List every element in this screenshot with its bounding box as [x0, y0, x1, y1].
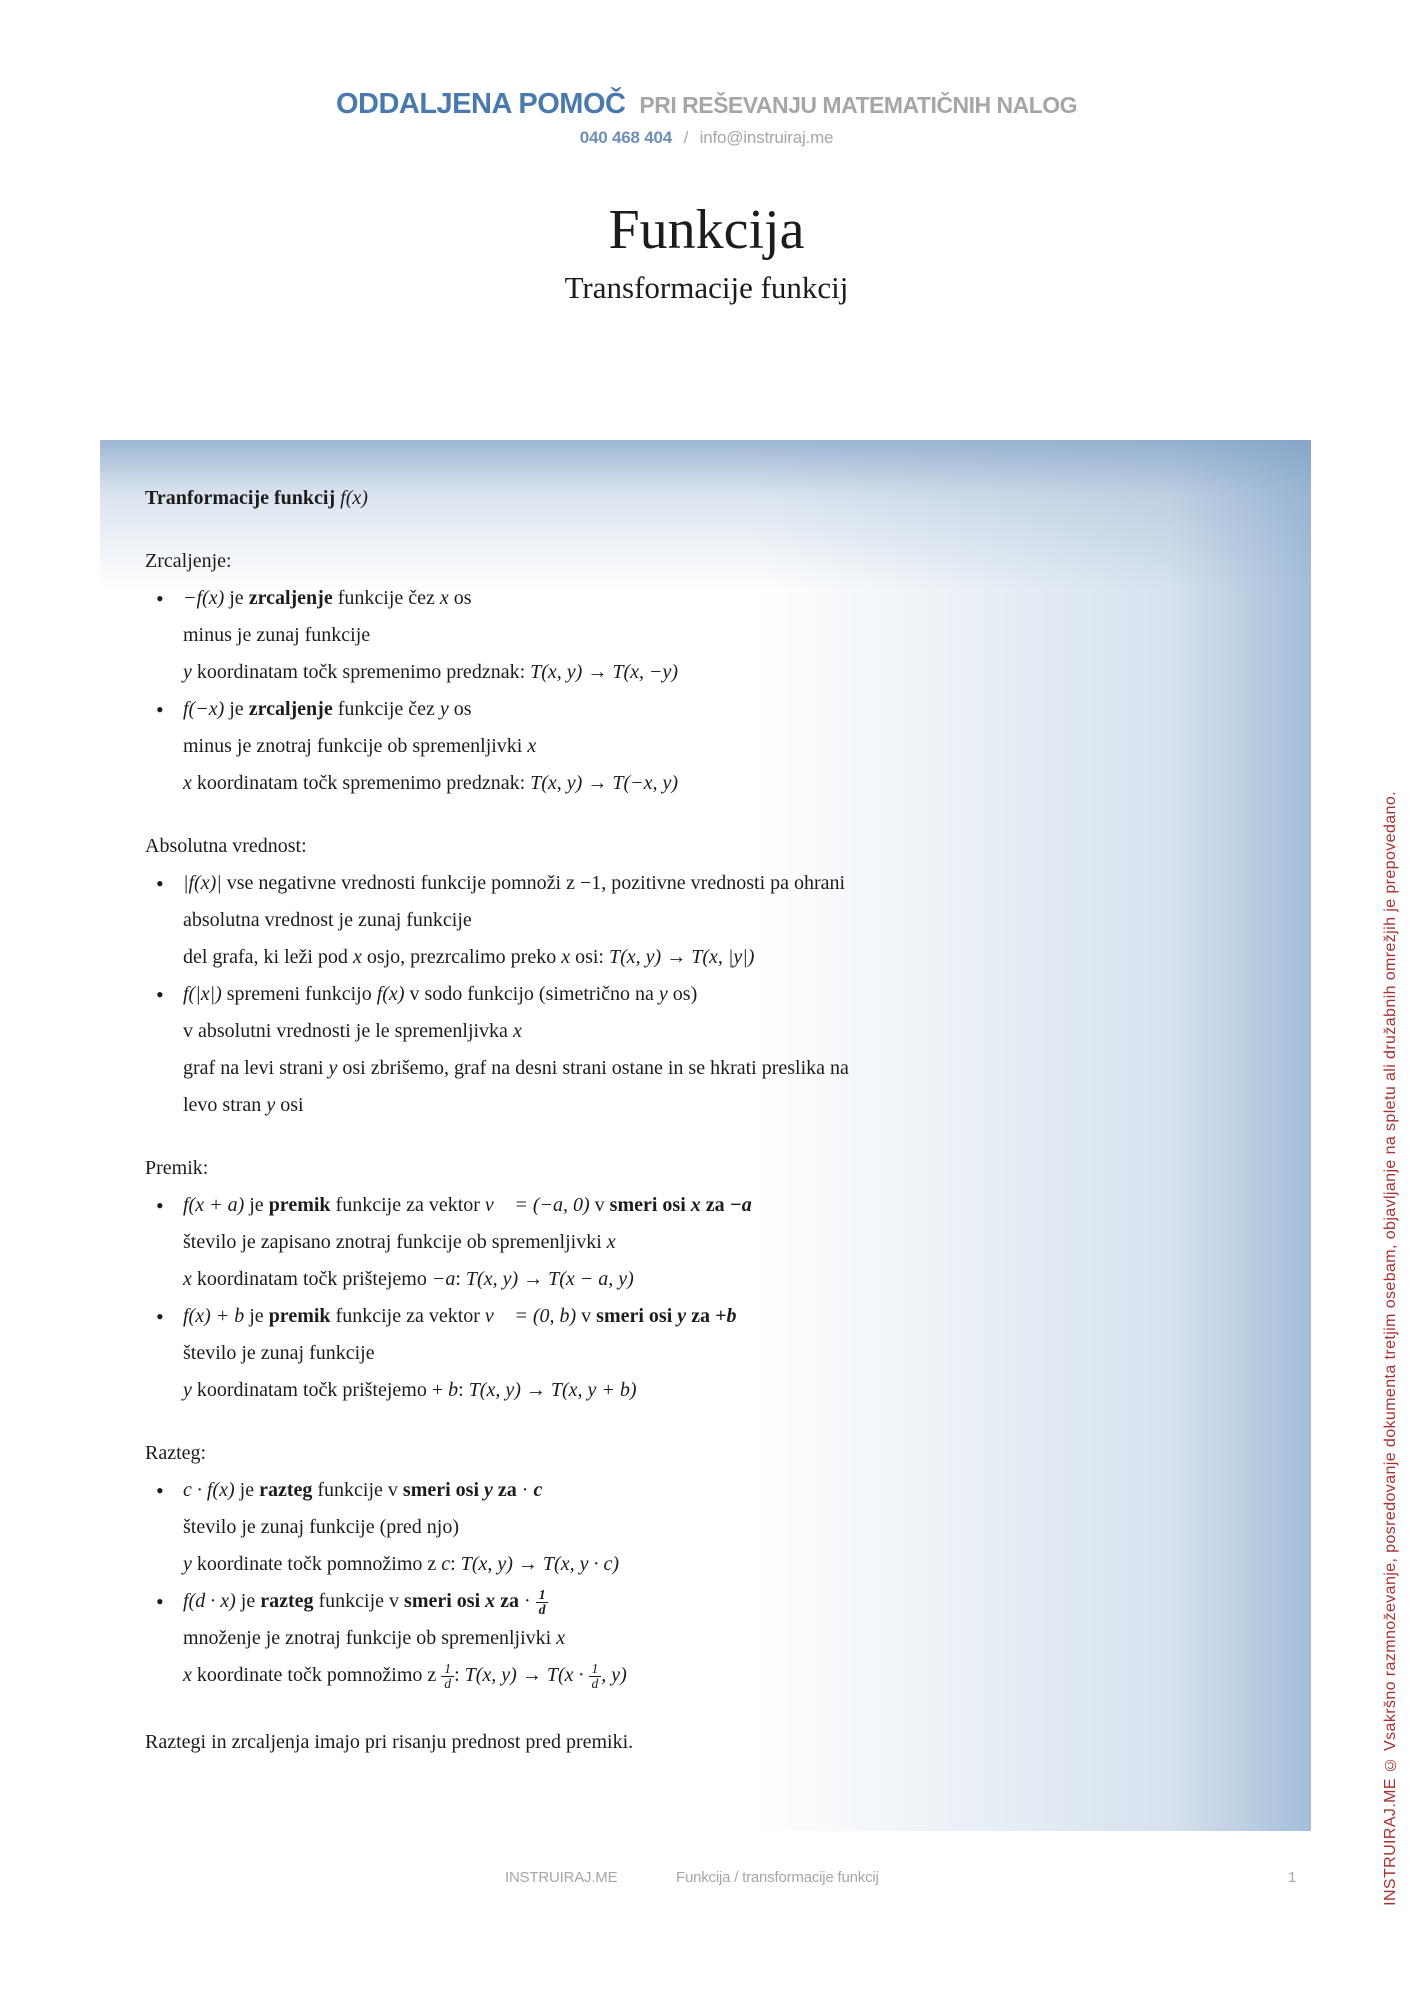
text-run: x [485, 1590, 496, 1612]
text-run: je [244, 1305, 269, 1327]
text-run: minus je zunaj funkcije [183, 624, 371, 646]
closing-note: Raztegi in zrcaljenja imajo pri risanju prednost pred premiki. [145, 1731, 634, 1753]
text-run: smeri osi [609, 1194, 691, 1216]
section-title: Premik: [145, 1157, 209, 1179]
brand-line [0, 88, 1413, 121]
bullet-item [145, 1187, 1261, 1298]
sections-container [145, 543, 1261, 1694]
text-run: : [450, 1553, 461, 1575]
text-run: |f(x)| [183, 872, 222, 894]
text-run: del grafa, ki leži pod [183, 946, 353, 968]
text-line [183, 1335, 1261, 1372]
text-run: T(x, y) → T(x, −y) [530, 661, 679, 683]
bullet-item [145, 1583, 1261, 1694]
text-run: število je zunaj funkcije (pred njo) [183, 1516, 460, 1538]
text-run: y [439, 698, 449, 720]
text-run: y [183, 661, 192, 683]
text-run: f(|x|) [183, 983, 222, 1005]
page-number: 1 [1288, 1869, 1297, 1886]
text-run: T(x, y) → T(x, y · c) [460, 1553, 620, 1575]
text-run: c [441, 1553, 451, 1575]
text-line [183, 902, 1261, 939]
text-run: : [455, 1268, 466, 1290]
text-run: zrcaljenje [248, 587, 333, 609]
text-run: zrcaljenje [248, 698, 333, 720]
text-line [183, 939, 1261, 976]
text-run: T(x, y) → T(−x, y) [530, 772, 679, 794]
text-run: , y) [601, 1664, 627, 1686]
text-run: : [458, 1379, 469, 1401]
text-run: je [234, 1479, 260, 1501]
text-run: c · f(x) [183, 1479, 235, 1501]
text-line [183, 1372, 1261, 1409]
text-run: funkcije za vektor [330, 1305, 485, 1327]
contact-line [0, 128, 1413, 148]
text-run: x [561, 946, 571, 968]
section [145, 1150, 1261, 1409]
text-run: v absolutni vrednosti je le spremenljivka [183, 1020, 513, 1042]
section-title: Razteg: [145, 1442, 207, 1464]
text-run: x [183, 772, 192, 794]
text-run: v⃗ = (0, b) [484, 1305, 577, 1327]
page-subtitle: Transformacije funkcij [564, 270, 849, 305]
text-run: graf na levi strani [183, 1057, 329, 1079]
text-run: koordinatam točk prištejemo [191, 1268, 432, 1290]
text-run: osi: [570, 946, 609, 968]
text-line [183, 1087, 1261, 1124]
text-run: −a [431, 1268, 456, 1290]
text-run: koordinatam točk spremenimo predznak: [191, 772, 531, 794]
text-run: y [328, 1057, 338, 1079]
text-run: funkcije čez [332, 587, 440, 609]
text-run: je [224, 587, 249, 609]
text-run: +b [715, 1305, 737, 1327]
text-run: f(x) [376, 983, 405, 1005]
text-run: T(x, y) → T(x, |y|) [609, 946, 755, 968]
text-line [183, 1583, 1261, 1620]
bullet-item [145, 1472, 1261, 1583]
text-line [183, 1298, 1261, 1335]
fraction: $\frac{1}{d}$ [536, 1588, 549, 1619]
text-run: za [700, 1194, 730, 1216]
text-line [183, 1187, 1261, 1224]
text-run: za [686, 1305, 716, 1327]
text-line [183, 617, 1261, 654]
text-line [183, 865, 1261, 902]
text-run: v sodo funkcijo (simetrično na [404, 983, 659, 1005]
text-run: premik [268, 1305, 331, 1327]
content-heading [145, 480, 1261, 517]
text-run: c [533, 1479, 543, 1501]
text-run: x [183, 1268, 192, 1290]
bullet-list [145, 1472, 1261, 1694]
text-line [183, 765, 1261, 802]
text-run: za [492, 1479, 522, 1501]
text-run: −a [729, 1194, 752, 1216]
text-line [183, 1013, 1261, 1050]
text-line [183, 1224, 1261, 1261]
text-run: os [448, 587, 472, 609]
text-line [183, 654, 1261, 691]
copyright-vertical-note: INSTRUIRAJ.ME © Vsakršno razmnoževanje, posredovanje dokumenta tretjim osebam, objavljanje na spletu ali družabnih omrežjih je prepovedano. [1382, 791, 1399, 1906]
text-run: v⃗ = (−a, 0) [484, 1194, 590, 1216]
bullet-list [145, 865, 1261, 1124]
text-run: je [244, 1194, 269, 1216]
bullet-list [145, 580, 1261, 802]
bullet-item [145, 580, 1261, 691]
text-run: funkcije v [313, 1590, 405, 1612]
text-run: y [677, 1305, 687, 1327]
fraction: $\frac{1}{d}$ [441, 1662, 454, 1693]
text-run: · [521, 1479, 534, 1501]
text-run: osi zbrišemo, graf na desni strani ostane in se hkrati preslika na [337, 1057, 849, 1079]
text-run: število je zapisano znotraj funkcije ob spremenljivki [183, 1231, 607, 1253]
text-run: x [183, 1664, 192, 1686]
text-run: absolutna vrednost je zunaj funkcije [183, 909, 472, 931]
text-run: koordinate točk pomnožimo z [191, 1664, 442, 1686]
text-line [183, 1620, 1261, 1657]
text-line [183, 580, 1261, 617]
text-run: os) [667, 983, 698, 1005]
text-run: premik [268, 1194, 331, 1216]
text-run: v [589, 1194, 610, 1216]
text-line [183, 1472, 1261, 1509]
phone-number: 040 468 404 [579, 128, 673, 147]
text-run: smeri osi [404, 1590, 486, 1612]
brand-tagline: PRI REŠEVANJU MATEMATIČNIH NALOG [639, 92, 1078, 118]
text-line [183, 1261, 1261, 1298]
text-run: f(x) + b [183, 1305, 245, 1327]
bullet-item [145, 976, 1261, 1124]
bullet-item [145, 865, 1261, 976]
text-run: y [183, 1553, 192, 1575]
text-line [183, 1509, 1261, 1546]
text-run: x [352, 946, 362, 968]
text-run: : [454, 1664, 465, 1686]
section-title: Zrcaljenje: [145, 550, 232, 572]
text-line [183, 1050, 1261, 1087]
content-panel [100, 440, 1311, 1831]
text-run: spremeni funkcijo [221, 983, 377, 1005]
text-line [183, 1657, 1261, 1694]
email-address: info@instruiraj.me [699, 128, 834, 147]
text-run: b [448, 1379, 459, 1401]
text-run: x [527, 735, 537, 757]
page-title: Funkcija [608, 199, 805, 261]
contact-separator: / [683, 128, 689, 147]
text-run: Tranformacije funkcij [145, 487, 341, 509]
bullet-list [145, 1187, 1261, 1409]
section [145, 543, 1261, 802]
text-line [183, 976, 1261, 1013]
bullet-item [145, 691, 1261, 802]
text-run: število je zunaj funkcije [183, 1342, 375, 1364]
fraction: $\frac{1}{d}$ [589, 1662, 602, 1693]
text-line [183, 1546, 1261, 1583]
text-run: v [576, 1305, 597, 1327]
text-run: je [224, 698, 249, 720]
text-run: f(−x) [183, 698, 225, 720]
text-run: minus je znotraj funkcije ob spremenljivki [183, 735, 528, 757]
text-run: smeri osi [402, 1479, 484, 1501]
text-run: vse negativne vrednosti funkcije pomnoži z −1, pozitivne vrednosti pa ohrani [221, 872, 846, 894]
text-run: −f(x) [183, 587, 225, 609]
text-run: funkcije za vektor [330, 1194, 485, 1216]
text-run: je [235, 1590, 261, 1612]
text-run: · [524, 1590, 536, 1612]
text-run: osjo, prezrcalimo preko [361, 946, 562, 968]
text-run: za [495, 1590, 525, 1612]
text-run: osi [275, 1094, 304, 1116]
footer-breadcrumb: Funkcija / transformacije funkcij [676, 1869, 879, 1886]
text-run: razteg [260, 1590, 314, 1612]
footer-brand: INSTRUIRAJ.ME [505, 1869, 618, 1886]
footer [0, 1869, 1413, 1889]
section-title: Absolutna vrednost: [145, 835, 307, 857]
text-run: x [690, 1194, 701, 1216]
text-run: koordinatam točk prištejemo + [191, 1379, 449, 1401]
text-run: funkcije čez [332, 698, 440, 720]
text-run: razteg [259, 1479, 313, 1501]
text-run: f(x + a) [183, 1194, 245, 1216]
text-run: koordinatam točk spremenimo predznak: [191, 661, 531, 683]
text-run: f(x) [340, 487, 368, 509]
text-run: os [448, 698, 472, 720]
text-line [183, 691, 1261, 728]
header [0, 88, 1413, 148]
text-run: y [658, 983, 668, 1005]
text-run: T(x, y) → T(x · [464, 1664, 589, 1686]
text-run: x [512, 1020, 522, 1042]
text-line [183, 728, 1261, 765]
bullet-item [145, 1298, 1261, 1409]
text-run: y [484, 1479, 493, 1501]
text-run: T(x, y) → T(x, y + b) [468, 1379, 637, 1401]
text-run: množenje je znotraj funkcije ob spremenljivki [183, 1627, 557, 1649]
text-run: smeri osi [596, 1305, 678, 1327]
text-run: T(x, y) → T(x − a, y) [465, 1268, 634, 1290]
brand-name: ODDALJENA POMOČ [335, 88, 626, 120]
text-run: levo stran [183, 1094, 267, 1116]
text-run: x [439, 587, 449, 609]
text-run: f(d · x) [183, 1590, 236, 1612]
text-run: x [556, 1627, 566, 1649]
text-run: x [606, 1231, 616, 1253]
section [145, 828, 1261, 1124]
text-run: funkcije v [312, 1479, 403, 1501]
text-run: y [183, 1379, 192, 1401]
section [145, 1435, 1261, 1694]
text-run: koordinate točk pomnožimo z [191, 1553, 442, 1575]
text-run: y [266, 1094, 276, 1116]
